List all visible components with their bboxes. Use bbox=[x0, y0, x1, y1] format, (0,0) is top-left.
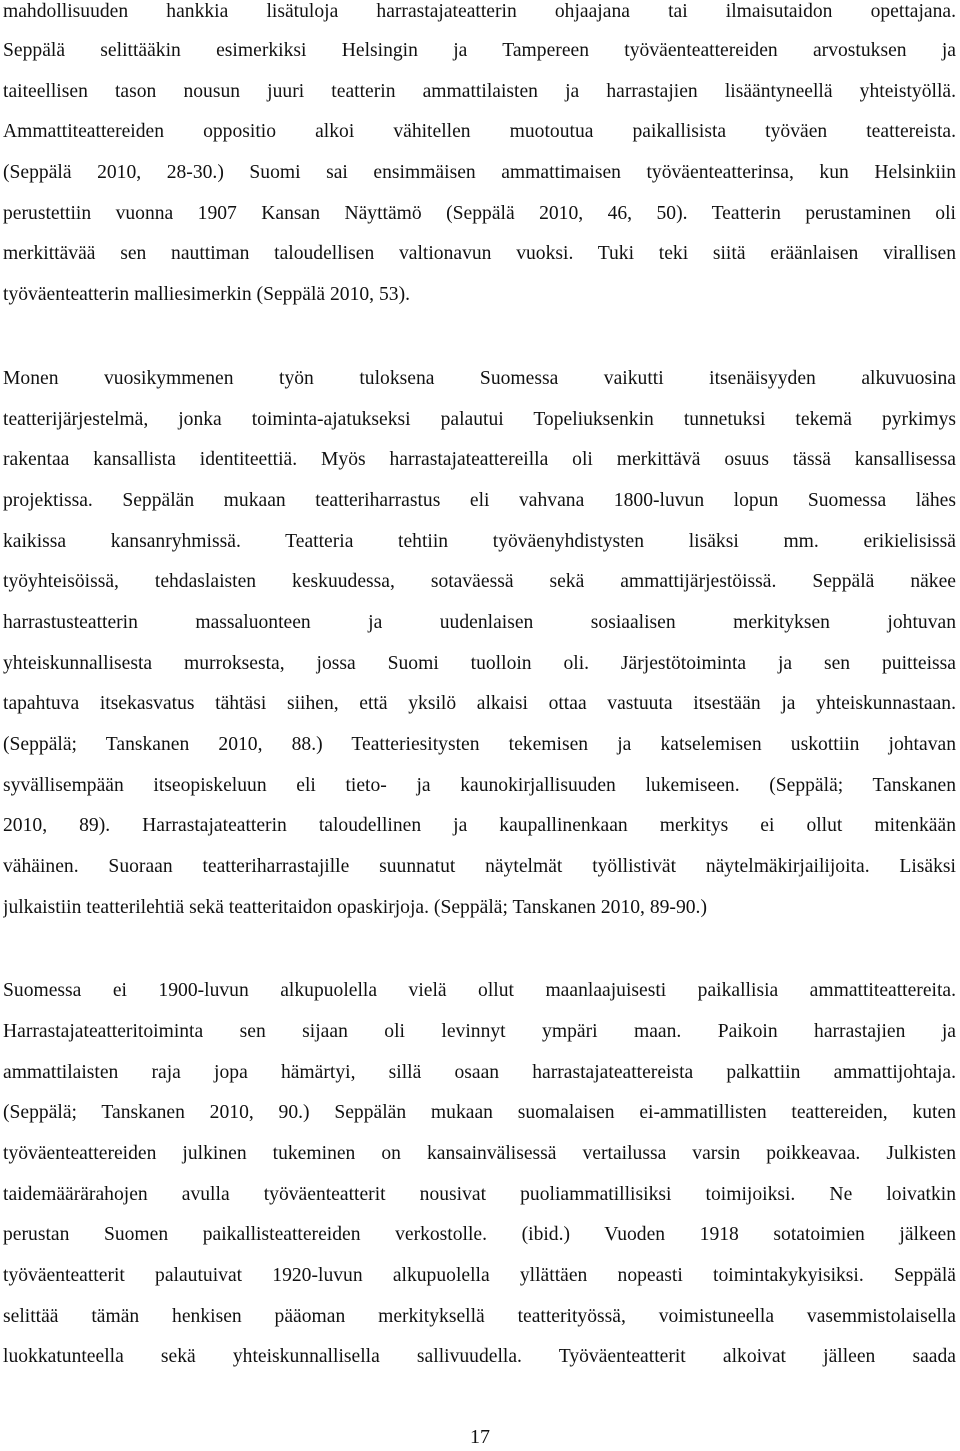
text-line: taiteellisen tason nousun juuri teatterin ammattilaisten ja harrastajien lisääntyneellä yhteistyöllä. bbox=[3, 81, 956, 102]
text-line: teatterijärjestelmä, jonka toiminta-ajatukseksi palautui Topeliuksenkin tunnetuksi tekemä pyrkimys bbox=[3, 409, 956, 430]
text-line: luokkatunteella sekä yhteiskunnallisella sallivuudella. Työväenteatterit alkoivat jälleen saada bbox=[3, 1346, 956, 1367]
text-line: projektissa. Seppälän mukaan teatteriharrastus eli vahvana 1800-luvun lopun Suomessa lähes bbox=[3, 490, 956, 511]
text-line: Ammattiteattereiden oppositio alkoi vähitellen muotoutua paikallisista työväen teattereista. bbox=[3, 121, 956, 142]
text-line: ammattilaisten raja jopa hämärtyi, sillä osaan harrastajateattereista palkattiin ammattijohtaja. bbox=[3, 1062, 956, 1083]
text-line: (Seppälä; Tanskanen 2010, 88.) Teatteriesitysten tekemisen ja katselemisen uskottiin johtavan bbox=[3, 734, 956, 755]
text-line: työyhteisöissä, tehdaslaisten keskuudessa, sotaväessä sekä ammattijärjestöissä. Seppälä näkee bbox=[3, 571, 956, 592]
text-line: 2010, 89). Harrastajateatterin taloudellinen ja kaupallinenkaan merkitys ei ollut mitenkään bbox=[3, 815, 956, 836]
text-line: Harrastajateatteritoiminta sen sijaan oli levinnyt ympäri maan. Paikoin harrastajien ja bbox=[3, 1021, 956, 1042]
text-line: merkittävää sen nauttiman taloudellisen valtionavun vuoksi. Tuki teki siitä eräänlaisen virallisen bbox=[3, 243, 956, 264]
text-line: rakentaa kansallista identiteettiä. Myös harrastajateattereilla oli merkittävä osuus tässä kansallisessa bbox=[3, 449, 956, 470]
text-line: Seppälä selittääkin esimerkiksi Helsingin ja Tampereen työväenteattereiden arvostuksen ja bbox=[3, 40, 956, 61]
text-line: tapahtuva itsekasvatus tähtäsi siihen, että yksilö alkaisi ottaa vastuuta itsestään ja yhteiskunnastaan. bbox=[3, 693, 956, 714]
text-line: työväenteatterin malliesimerkin (Seppälä 2010, 53). bbox=[3, 284, 410, 305]
text-line: työväenteatterit palautuivat 1920-luvun alkupuolella yllättäen nopeasti toimintakykyisiksi. Seppälä bbox=[3, 1265, 956, 1286]
page-number: 17 bbox=[470, 1426, 490, 1448]
text-line: vähäinen. Suoraan teatteriharrastajille suunnatut näytelmät työllistivät näytelmäkirjailijoita. Lisäksi bbox=[3, 856, 956, 877]
text-line: perustettiin vuonna 1907 Kansan Näyttämö (Seppälä 2010, 46, 50). Teatterin perustaminen oli bbox=[3, 203, 956, 224]
text-line: selittää tämän henkisen pääoman merkityksellä teatterityössä, voimistuneella vasemmistolaisella bbox=[3, 1306, 956, 1327]
text-line: työväenteattereiden julkinen tukeminen on kansainvälisessä vertailussa varsin poikkeavaa. Julkisten bbox=[3, 1143, 956, 1164]
text-line: taidemäärärahojen avulla työväenteatterit nousivat puoliammatillisiksi toimijoiksi. Ne loivatkin bbox=[3, 1184, 956, 1205]
text-line: julkaistiin teatterilehtiä sekä teatteritaidon opaskirjoja. (Seppälä; Tanskanen 2010, 89-90.) bbox=[3, 897, 707, 918]
text-line: harrastusteatterin massaluonteen ja uudenlaisen sosiaalisen merkityksen johtuvan bbox=[3, 612, 956, 633]
text-line: mahdollisuuden hankkia lisätuloja harrastajateatterin ohjaajana tai ilmaisutaidon opettajana. bbox=[3, 1, 956, 22]
text-line: kaikissa kansanryhmissä. Teatteria tehtiin työväenyhdistysten lisäksi mm. erikielisissä bbox=[3, 531, 956, 552]
text-line: Monen vuosikymmenen työn tuloksena Suomessa vaikutti itsenäisyyden alkuvuosina bbox=[3, 368, 956, 389]
text-line: (Seppälä; Tanskanen 2010, 90.) Seppälän mukaan suomalaisen ei-ammatillisten teattereiden, kuten bbox=[3, 1102, 956, 1123]
text-line: Suomessa ei 1900-luvun alkupuolella vielä ollut maanlaajuisesti paikallisia ammattiteattereita. bbox=[3, 980, 956, 1001]
text-line: perustan Suomen paikallisteattereiden verkostolle. (ibid.) Vuoden 1918 sotatoimien jälkeen bbox=[3, 1224, 956, 1245]
text-line: yhteiskunnallisesta murroksesta, jossa Suomi tuolloin oli. Järjestötoiminta ja sen puitteissa bbox=[3, 653, 956, 674]
text-line: syvällisempään itseopiskeluun eli tieto- ja kaunokirjallisuuden lukemiseen. (Seppälä; Tanskanen bbox=[3, 775, 956, 796]
text-line: (Seppälä 2010, 28-30.) Suomi sai ensimmäisen ammattimaisen työväenteatterinsa, kun Helsinkiin bbox=[3, 162, 956, 183]
